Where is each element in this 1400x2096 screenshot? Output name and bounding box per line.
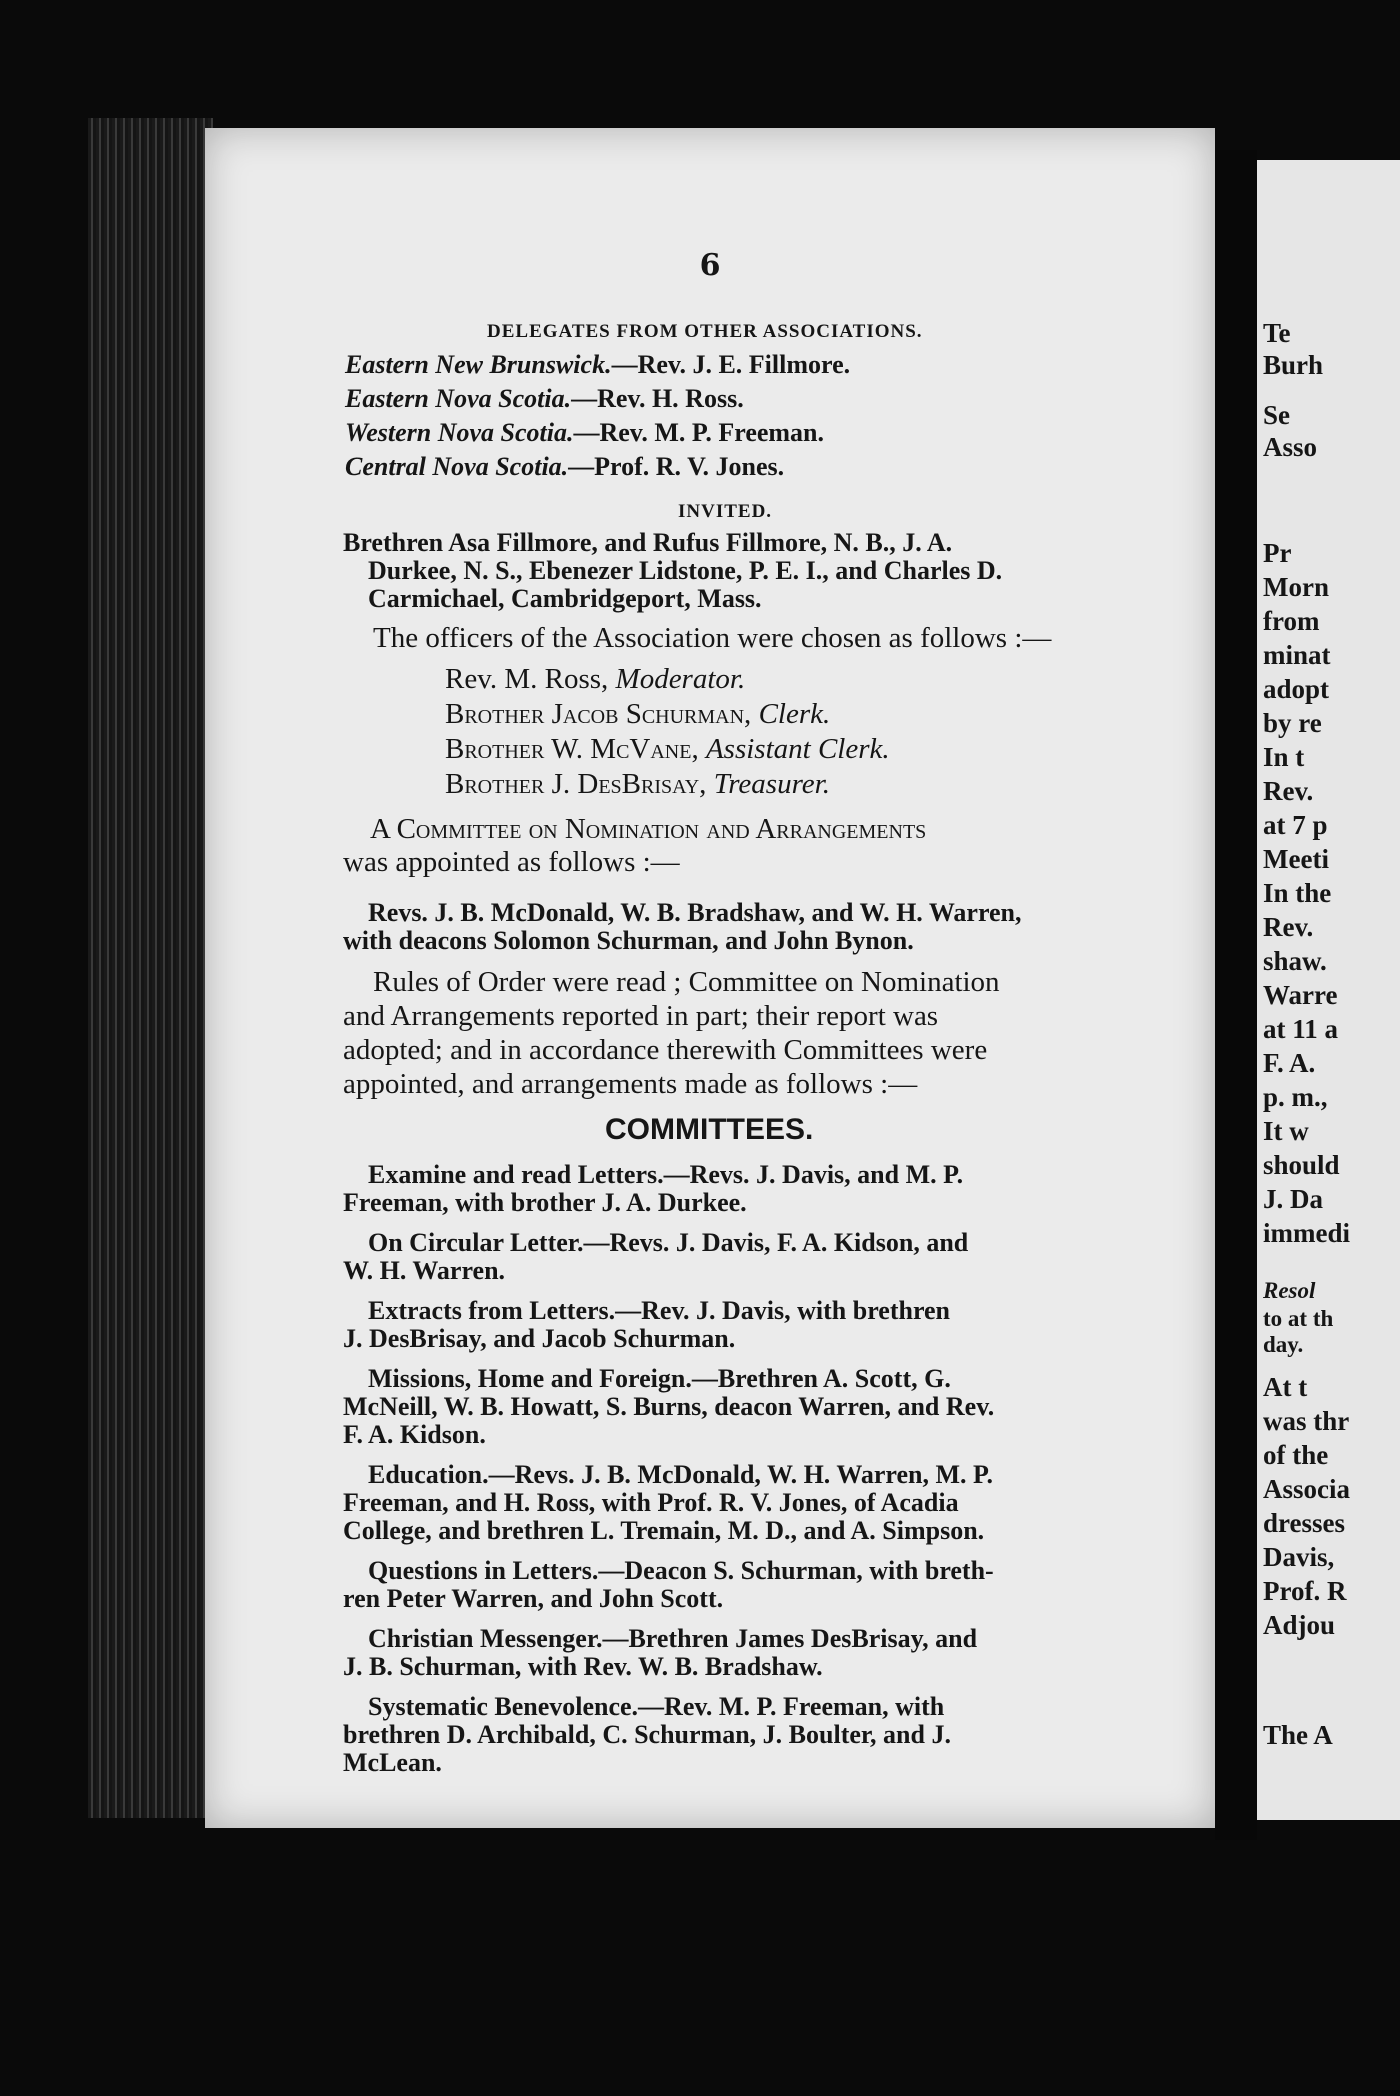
committee-members-line: with deacons Solomon Schurman, and John Bynon. [343, 926, 914, 955]
committee-line: Systematic Benevolence.—Rev. M. P. Freeman, with [368, 1692, 945, 1721]
committee-intro-line: A Committee on Nomination and Arrangements [370, 813, 927, 845]
delegates-heading: DELEGATES FROM OTHER ASSOCIATIONS. [487, 321, 923, 342]
committee-line: College, and brethren L. Tremain, M. D., and A. Simpson. [343, 1516, 985, 1545]
right-page-fragment [1257, 160, 1400, 1820]
right-page-line: Rev. [1263, 912, 1314, 942]
right-page-line: by re [1263, 708, 1322, 738]
right-page-line: Rev. [1263, 776, 1314, 806]
right-page-line: immedi [1263, 1218, 1350, 1248]
right-page-line: from [1263, 606, 1320, 636]
committee-line: McNeill, W. B. Howatt, S. Burns, deacon Warren, and Rev. [343, 1392, 995, 1421]
committee-members-line: Revs. J. B. McDonald, W. B. Bradshaw, and W. H. Warren, [368, 898, 1022, 927]
invited-line: Brethren Asa Fillmore, and Rufus Fillmore, N. B., J. A. [343, 528, 953, 557]
rules-line: adopted; and in accordance therewith Committees were [343, 1034, 988, 1066]
right-page-line: should [1263, 1150, 1340, 1180]
officers-intro: The officers of the Association were chosen as follows :— [373, 622, 1052, 654]
right-page-line: Prof. R [1263, 1576, 1347, 1606]
right-page-line: at 7 p [1263, 810, 1328, 840]
delegate-line: Eastern Nova Scotia.—Rev. H. Ross. [345, 384, 744, 413]
committee-line: ren Peter Warren, and John Scott. [343, 1584, 724, 1613]
right-page-line: at 11 a [1263, 1014, 1339, 1044]
right-page-line: In the [1263, 878, 1332, 908]
right-page-line: Davis, [1263, 1542, 1335, 1572]
officer-line: Brother W. McVane, Assistant Clerk. [445, 733, 890, 765]
left-page [205, 128, 1215, 1828]
delegate-line: Central Nova Scotia.—Prof. R. V. Jones. [345, 452, 785, 481]
right-page-line: Se [1263, 400, 1290, 430]
committee-line: F. A. Kidson. [343, 1420, 486, 1449]
officer-line: Rev. M. Ross, Moderator. [445, 663, 746, 695]
right-page-line: It w [1263, 1116, 1309, 1146]
right-page-line: Te [1263, 318, 1291, 348]
delegate-line: Eastern New Brunswick.—Rev. J. E. Fillmore. [345, 350, 851, 379]
delegate-line: Western Nova Scotia.—Rev. M. P. Freeman. [345, 418, 825, 447]
right-page-line: Warre [1263, 980, 1338, 1010]
right-page-line: F. A. [1263, 1048, 1316, 1078]
book-page-edges [88, 118, 213, 1818]
officer-line: Brother Jacob Schurman, Clerk. [445, 698, 831, 730]
committee-line: Christian Messenger.—Brethren James DesBrisay, and [368, 1624, 978, 1653]
committee-line: Education.—Revs. J. B. McDonald, W. H. Warren, M. P. [368, 1460, 994, 1489]
right-page-line: of the [1263, 1440, 1329, 1470]
committees-heading: COMMITTEES. [605, 1113, 814, 1146]
right-page-line: Meeti [1263, 844, 1329, 874]
invited-heading: INVITED. [678, 501, 773, 522]
right-page-line: At t [1263, 1372, 1308, 1402]
right-page-line: The A [1263, 1720, 1333, 1750]
committee-line: J. B. Schurman, with Rev. W. B. Bradshaw. [343, 1652, 823, 1681]
right-page-line: Morn [1263, 572, 1329, 602]
right-page-line: shaw. [1263, 946, 1327, 976]
committee-line: McLean. [343, 1748, 442, 1777]
committee-line: Freeman, and H. Ross, with Prof. R. V. Jones, of Acadia [343, 1488, 959, 1517]
right-page-line: J. Da [1263, 1184, 1323, 1214]
book-gutter [1215, 150, 1257, 1840]
right-page-line: In t [1263, 742, 1305, 772]
right-page-line: dresses [1263, 1508, 1346, 1538]
committee-line: J. DesBrisay, and Jacob Schurman. [343, 1324, 736, 1353]
right-page-line: Burh [1263, 350, 1324, 380]
right-page-line: to at th [1263, 1306, 1334, 1331]
right-page-line: Adjou [1263, 1610, 1336, 1640]
invited-line: Carmichael, Cambridgeport, Mass. [368, 584, 762, 613]
committee-line: Missions, Home and Foreign.—Brethren A. Scott, G. [368, 1364, 951, 1393]
committee-line: On Circular Letter.—Revs. J. Davis, F. A. Kidson, and [368, 1228, 969, 1257]
rules-line: appointed, and arrangements made as follows :— [343, 1068, 918, 1100]
right-page-line: Asso [1263, 432, 1318, 462]
page-number: 6 [699, 248, 721, 283]
right-page-line: day. [1263, 1332, 1304, 1357]
rules-line: Rules of Order were read ; Committee on Nomination [373, 966, 1000, 998]
right-page-line: Associa [1263, 1474, 1350, 1504]
right-page-line: adopt [1263, 674, 1330, 704]
right-page-line: p. m., [1263, 1082, 1328, 1112]
committee-line: Examine and read Letters.—Revs. J. Davis, and M. P. [368, 1160, 964, 1189]
committee-line: Freeman, with brother J. A. Durkee. [343, 1188, 747, 1217]
officer-line: Brother J. DesBrisay, Treasurer. [445, 768, 830, 800]
committee-line: brethren D. Archibald, C. Schurman, J. Boulter, and J. [343, 1720, 951, 1749]
committee-intro-line: was appointed as follows :— [343, 846, 680, 878]
right-page-line: was thr [1263, 1406, 1350, 1436]
committee-line: W. H. Warren. [343, 1256, 506, 1285]
committee-line: Questions in Letters.—Deacon S. Schurman, with breth- [368, 1556, 994, 1585]
right-page-line: Pr [1263, 538, 1292, 568]
committee-line: Extracts from Letters.—Rev. J. Davis, with brethren [368, 1296, 951, 1325]
invited-line: Durkee, N. S., Ebenezer Lidstone, P. E. I., and Charles D. [368, 556, 1003, 585]
rules-line: and Arrangements reported in part; their report was [343, 1000, 939, 1032]
right-page-line: minat [1263, 640, 1331, 670]
right-page-line: Resol [1263, 1278, 1316, 1303]
